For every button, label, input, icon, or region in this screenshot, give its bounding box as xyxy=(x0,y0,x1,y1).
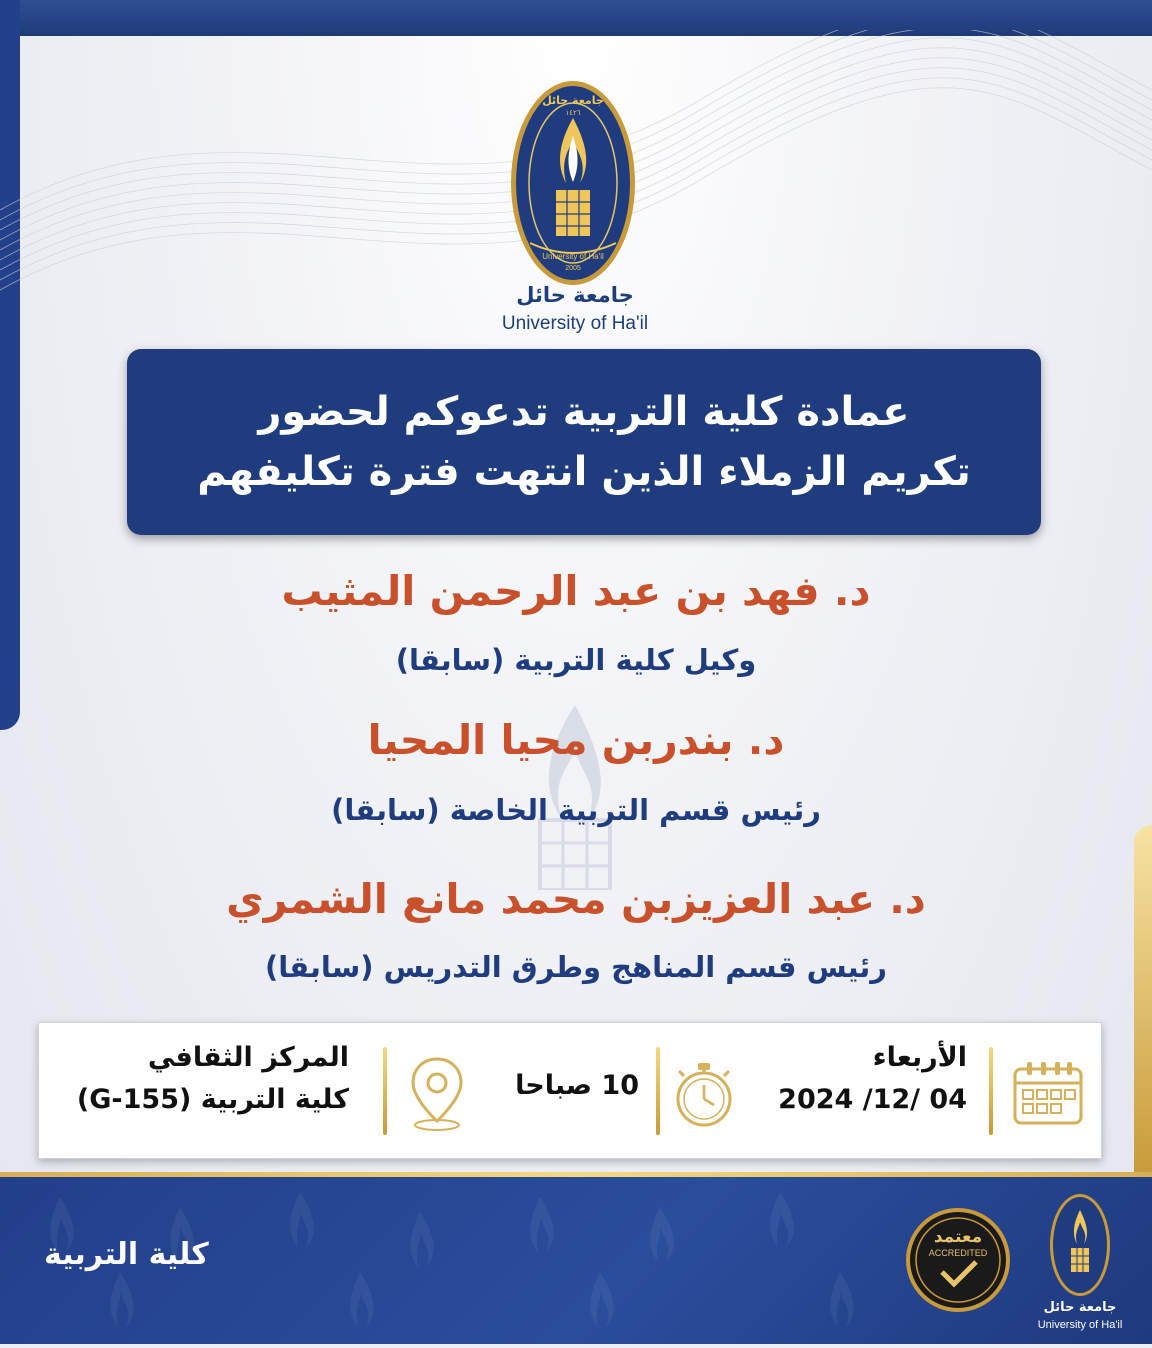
event-room: كلية التربية (G-155) xyxy=(76,1083,349,1115)
event-date-block xyxy=(739,1037,967,1121)
honoree-1-title: وكيل كلية التربية (سابقا) xyxy=(395,643,757,677)
honoree-2-name: د. بندربن محيا المحيا xyxy=(367,716,785,764)
banner-line-2: تكريم الزملاء الذين انتهت فترة تكليفهم xyxy=(197,449,971,495)
seal-year: 2005 xyxy=(565,265,581,272)
footer-logo-ar: جامعة حائل xyxy=(1043,1300,1117,1315)
divider-1 xyxy=(989,1047,993,1135)
university-name-en: University of Ha'il xyxy=(501,313,649,334)
footer-logo-en: University of Ha'il xyxy=(1037,1319,1123,1331)
honoree-1-name: د. فهد بن عبد الرحمن المثيب xyxy=(281,567,871,615)
accreditation-seal xyxy=(906,1190,1010,1330)
divider-2 xyxy=(656,1047,660,1135)
event-day: الأربعاء xyxy=(872,1042,967,1073)
accredited-ar: معتمد xyxy=(933,1227,983,1247)
calendar-icon xyxy=(1011,1059,1087,1127)
event-date: 2024 /12/ 04 xyxy=(778,1083,967,1115)
divider-3 xyxy=(383,1047,387,1135)
honoree-3-name: د. عبد العزيزبن محمد مانع الشمري xyxy=(226,875,926,923)
seal-text-top: جامعة حائل xyxy=(542,94,604,107)
event-venue: المركز الثقافي xyxy=(147,1042,349,1073)
accredited-en: ACCREDITED xyxy=(928,1248,988,1258)
university-name-ar: جامعة حائل xyxy=(516,283,634,307)
event-time: 10 صباحا xyxy=(515,1070,639,1101)
footer-university-seal xyxy=(1048,1192,1112,1298)
footer-college-name: كلية التربية xyxy=(44,1237,209,1272)
location-pin-icon xyxy=(407,1055,467,1133)
seal-text-bottom: University of Ha'il xyxy=(542,252,604,261)
stopwatch-icon xyxy=(669,1059,739,1131)
university-seal xyxy=(508,78,638,288)
event-venue-block xyxy=(59,1037,349,1121)
honoree-3-title: رئيس قسم المناهج وطرق التدريس (سابقا) xyxy=(264,950,887,984)
event-details-box xyxy=(38,1022,1102,1159)
banner-line-1: عمادة كلية التربية تدعوكم لحضور xyxy=(258,389,910,435)
seal-year-hijri: ١٤٢٦ xyxy=(565,109,581,117)
invitation-banner xyxy=(127,349,1041,535)
honoree-2-title: رئيس قسم التربية الخاصة (سابقا) xyxy=(331,793,821,827)
